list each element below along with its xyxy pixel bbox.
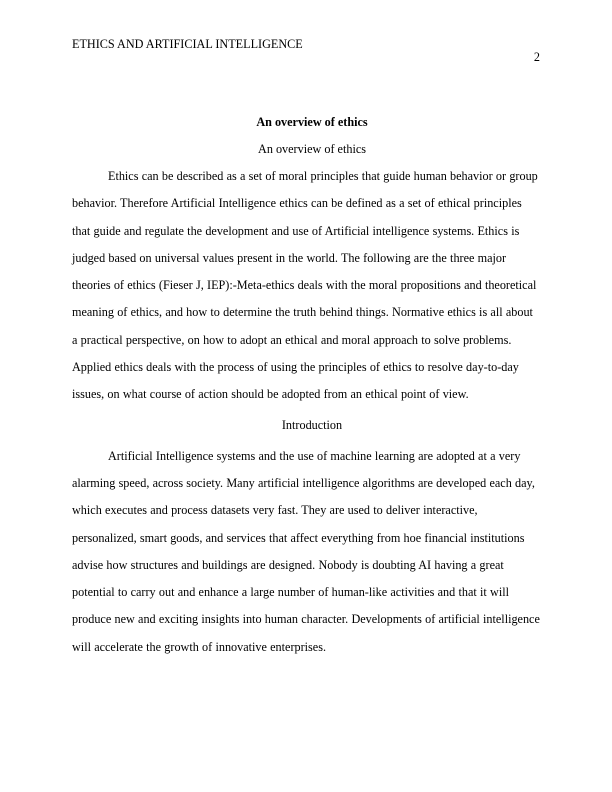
document-body: [72, 109, 540, 661]
section-heading-overview: An overview of ethics: [258, 142, 366, 156]
paragraph-overview: Ethics can be described as a set of moral principles that guide human behavior or group behavior. Therefore Artificial Intelligence ethics can be defined as a set of ethical principles that guide and regulate the development and use of Artificial intelligence systems. Ethics is judged based on universal values present in the world. The following are the three major theories of ethics (Fieser J, IEP):-Meta-ethics deals with the moral propositions and theoretical meaning of ethics, and how to determine the truth behind things. Normative ethics is all about a practical perspective, on how to adopt an ethical and moral approach to solve problems. Applied ethics deals with the process of using the principles of ethics to resolve day-to-day issues, on what course of action should be adopted from an ethical point of view.: [72, 169, 538, 402]
page-number: 2: [533, 50, 540, 64]
section-heading-introduction: Introduction: [281, 417, 343, 432]
paragraph-introduction: Artificial Intelligence systems and the use of machine learning are adopted at a very alarming speed, across society. Many artificial intelligence algorithms are developed each day, which executes and process datasets very fast. They are used to deliver interactive, personalized, smart goods, and services that affect everything from hoe financial institutions advise how structures and buildings are designed. Nobody is doubting AI having a great potential to carry out and enhance a large number of human-like activities and that it will produce new and exciting insights into human character. Developments of artificial intelligence will accelerate the growth of innovative enterprises.: [72, 448, 540, 654]
document-title: An overview of ethics: [256, 115, 368, 129]
running-head: ETHICS AND ARTIFICIAL INTELLIGENCE: [72, 37, 303, 51]
